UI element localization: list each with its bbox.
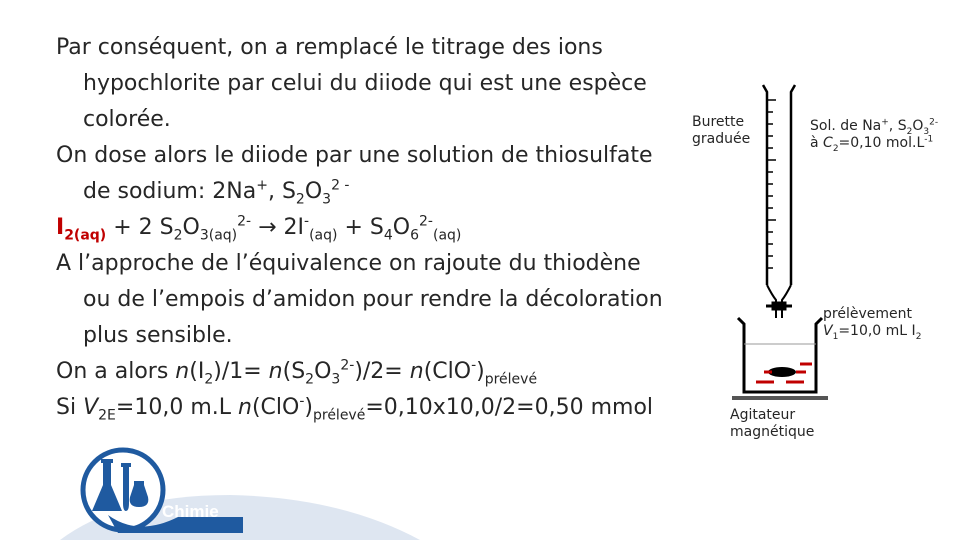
text-line-3: colorée. [83,107,171,132]
text-line-10: On a alors $n(I_2)/1= n(S_2O_3^{2-})/2= n(ClO^-)_{prélevé}$ [56,357,538,388]
label-magnetic-stirrer: Agitateur magnétique [730,407,815,440]
reaction-equation: $I_{2(aq)} + 2$ $S_2O_{3(aq)}^{2-} \to 2I^-_{(aq)} + S_4O_6^{2-}_{(aq)}$ [56,213,462,244]
text-line-4: On dose alors le diiode par une solution de thiosulfate [56,143,653,168]
slide-text [56,30,696,426]
text-line-8: ou de l’empois d’amidon pour rendre la décoloration [83,287,663,312]
text-line-11: Si $V_{2E}=10,0$ m.L $n(ClO^-)_{prélevé}=0,10x10,0/2=0,50$ mmol [56,393,654,424]
text-line-2: hypochlorite par celui du diiode qui est une espèce [83,71,647,96]
burette-graduations [767,100,776,268]
chimie-logo [78,445,248,535]
label-thiosulfate-solution: Sol. de Na+, $S_2O_3^{2-}$ à $C_2=0,10$ $mol.L^{-1}$ [810,117,939,154]
label-burette: Burette graduée [692,114,751,147]
label-sample: prélèvement $V_1=10,0$ mL $I_2$ [823,306,922,342]
text-line-5: de sodium: 2Na+, $S_2O_3^{2 -}$ [83,177,350,208]
stir-bar [768,367,796,377]
burette-tube [763,85,795,285]
text-line-9: plus sensible. [83,323,233,348]
beaker [738,318,822,392]
text-line-1: Par conséquent, on a remplacé le titrage des ions [56,35,603,60]
text-line-7: A l’approche de l’équivalence on rajoute du thiodène [56,251,641,276]
stirrer-base [732,396,828,400]
footer-label: Chimie [162,502,219,521]
